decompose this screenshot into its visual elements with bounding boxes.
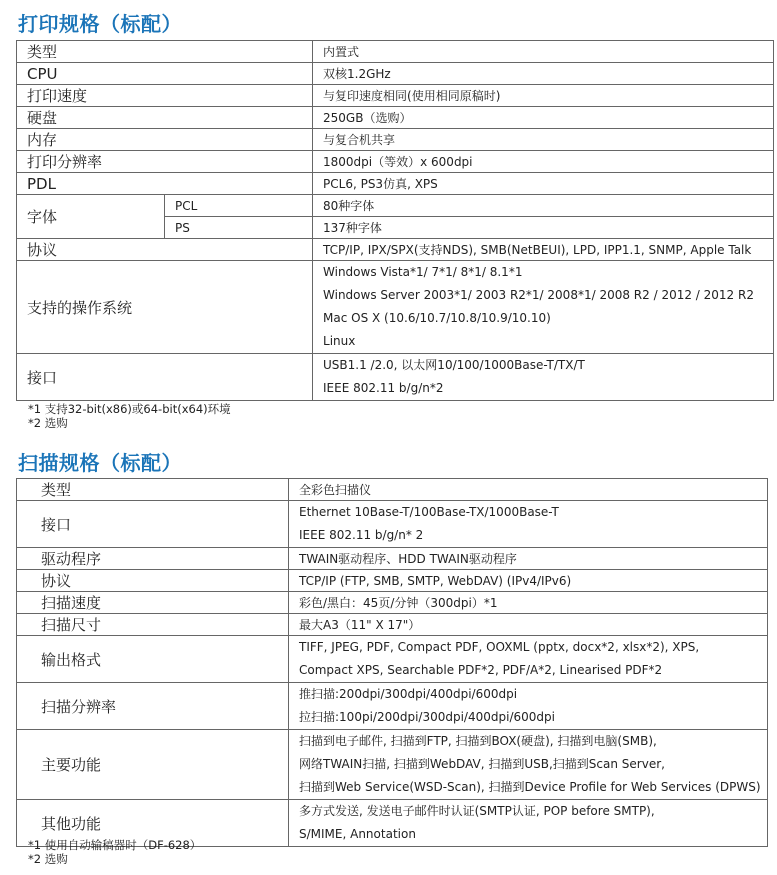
row-label: 支持的操作系统 <box>17 261 313 354</box>
row-label: 字体 <box>17 195 165 239</box>
value-line: USB1.1 /2.0, 以太网10/100/1000Base-T/TX/T <box>323 358 585 372</box>
row-label: 类型 <box>17 479 289 501</box>
scan-row-size <box>17 614 768 636</box>
scan-row-protocol <box>17 570 768 592</box>
print-row-interface <box>17 354 774 401</box>
row-value <box>289 501 768 548</box>
sub-label: PCL <box>165 195 313 217</box>
value-line: Ethernet 10Base-T/100Base-TX/1000Base-T <box>299 505 559 519</box>
row-label: CPU <box>17 63 313 85</box>
row-value: 137种字体 <box>313 217 774 239</box>
print-row-memory <box>17 129 774 151</box>
value-line: 拉扫描:100pi/200dpi/300dpi/400dpi/600dpi <box>299 710 555 724</box>
sub-label: PS <box>165 217 313 239</box>
scan-row-driver <box>17 548 768 570</box>
row-value: TCP/IP, IPX/SPX(支持NDS), SMB(NetBEUI), LPD, IPP1.1, SNMP, Apple Talk <box>313 239 774 261</box>
value-line: TIFF, JPEG, PDF, Compact PDF, OOXML (pptx, docx*2, xlsx*2), XPS, <box>299 640 700 654</box>
scan-row-resolution <box>17 683 768 730</box>
print-row-speed <box>17 85 774 107</box>
row-value: 双核1.2GHz <box>313 63 774 85</box>
print-spec-title: 打印规格（标配） <box>18 12 182 36</box>
row-value: 与复印速度相同(使用相同原稿时) <box>313 85 774 107</box>
value-line: 推扫描:200dpi/300dpi/400dpi/600dpi <box>299 687 518 701</box>
print-row-pdl <box>17 173 774 195</box>
row-label: 驱动程序 <box>17 548 289 570</box>
row-label: 内存 <box>17 129 313 151</box>
value-line: IEEE 802.11 b/g/n* 2 <box>299 528 424 542</box>
value-line: 扫描到电子邮件, 扫描到FTP, 扫描到BOX(硬盘), 扫描到电脑(SMB), <box>299 734 657 748</box>
value-line: 网络TWAIN扫描, 扫描到WebDAV, 扫描到USB,扫描到Scan Server, <box>299 757 665 771</box>
row-label: 扫描尺寸 <box>17 614 289 636</box>
row-label: 输出格式 <box>17 636 289 683</box>
scan-row-format <box>17 636 768 683</box>
footnote: *2 选购 <box>28 416 68 430</box>
row-label: 扫描速度 <box>17 592 289 614</box>
scan-row-main-functions <box>17 730 768 800</box>
scan-row-interface <box>17 501 768 548</box>
scan-spec-title: 扫描规格（标配） <box>18 451 182 475</box>
row-value <box>313 261 774 354</box>
value-line: Windows Vista*1/ 7*1/ 8*1/ 8.1*1 <box>323 265 523 279</box>
row-value: 与复合机共享 <box>313 129 774 151</box>
row-label: 扫描分辨率 <box>17 683 289 730</box>
scan-row-type <box>17 479 768 501</box>
value-line: Windows Server 2003*1/ 2003 R2*1/ 2008*1/ 2008 R2 / 2012 / 2012 R2 <box>323 288 754 302</box>
row-label: 其他功能 <box>17 800 289 847</box>
row-value: TWAIN驱动程序、HDD TWAIN驱动程序 <box>289 548 768 570</box>
row-value <box>289 636 768 683</box>
scan-spec-table <box>16 478 768 847</box>
row-value: 彩色/黑白：45页/分钟（300dpi）*1 <box>289 592 768 614</box>
value-line: 多方式发送, 发送电子邮件时认证(SMTP认证, POP before SMTP), <box>299 804 655 818</box>
row-value: 80种字体 <box>313 195 774 217</box>
row-value: TCP/IP (FTP, SMB, SMTP, WebDAV) (IPv4/IPv6) <box>289 570 768 592</box>
row-value: 全彩色扫描仪 <box>289 479 768 501</box>
row-label: 协议 <box>17 570 289 592</box>
value-line: Compact XPS, Searchable PDF*2, PDF/A*2, Linearised PDF*2 <box>299 663 663 677</box>
print-row-type <box>17 41 774 63</box>
value-line: S/MIME, Annotation <box>299 827 416 841</box>
footnote: *1 支持32-bit(x86)或64-bit(x64)环境 <box>28 402 231 416</box>
row-value: 最大A3（11" X 17"） <box>289 614 768 636</box>
print-row-cpu <box>17 63 774 85</box>
row-label: PDL <box>17 173 313 195</box>
print-row-protocol <box>17 239 774 261</box>
scan-row-speed <box>17 592 768 614</box>
print-notes <box>28 402 231 430</box>
row-label: 类型 <box>17 41 313 63</box>
row-label: 协议 <box>17 239 313 261</box>
row-label: 打印速度 <box>17 85 313 107</box>
print-row-resolution <box>17 151 774 173</box>
row-label: 接口 <box>17 501 289 548</box>
row-value <box>313 354 774 401</box>
row-value: 1800dpi（等效）x 600dpi <box>313 151 774 173</box>
row-value: PCL6, PS3仿真, XPS <box>313 173 774 195</box>
footnote: *1 使用自动输稿器时（DF-628） <box>28 838 202 852</box>
print-row-os <box>17 261 774 354</box>
row-label: 主要功能 <box>17 730 289 800</box>
scan-notes <box>28 838 201 866</box>
row-value <box>289 800 768 847</box>
value-line: IEEE 802.11 b/g/n*2 <box>323 381 444 395</box>
footnote: *2 选购 <box>28 852 68 866</box>
row-label: 打印分辨率 <box>17 151 313 173</box>
value-line: 扫描到Web Service(WSD-Scan), 扫描到Device Profile for Web Services (DPWS) <box>299 780 761 794</box>
row-value: 内置式 <box>313 41 774 63</box>
value-line: Linux <box>323 334 356 348</box>
row-label: 硬盘 <box>17 107 313 129</box>
print-row-hdd <box>17 107 774 129</box>
row-value <box>289 730 768 800</box>
row-value <box>289 683 768 730</box>
row-value: 250GB（选购） <box>313 107 774 129</box>
print-spec-table <box>16 40 774 401</box>
row-label: 接口 <box>17 354 313 401</box>
print-row-font-pcl <box>17 195 774 217</box>
value-line: Mac OS X (10.6/10.7/10.8/10.9/10.10) <box>323 311 551 325</box>
